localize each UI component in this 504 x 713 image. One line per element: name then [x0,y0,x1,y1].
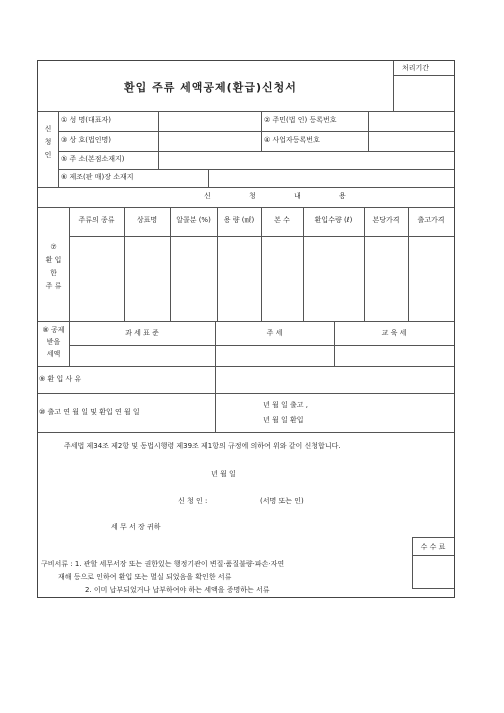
attachments-line-1: 구비서류 : 1. 관할 세무서장 또는 권한있는 행정기관이 변질·품질불량·파손·자연 [41,560,285,568]
rule-deduction-bottom [38,366,454,367]
tax-base-label: 과 세 표 준 [125,329,159,337]
shipment-date: 년 월 일 출고 , [263,401,308,409]
factory-location-label: ⑥ 제조(판 매)장 소재지 [61,173,134,181]
details-header-4: 용 [339,192,346,200]
col-volume: 용 량 (㎖) [223,216,255,224]
deduction-label: ⑧ 공제 받을 세액 [42,326,65,358]
rule-fee-bottom [412,588,454,589]
col-bottle-count: 본 수 [274,216,290,224]
rule-reason-field [215,366,216,432]
address-label: ⑤ 주 소(본점소재지) [61,155,125,163]
details-header-2: 청 [249,192,256,200]
rule-details-header [38,207,454,208]
addressee: 세 무 서 장 귀하 [111,523,161,531]
attachments-line-2: 2. 이미 납부되었거나 납부하여야 하는 세액을 증명하는 서류 [85,586,270,594]
signature-note: (서명 또는 인) [260,497,304,505]
rule-reason-bottom [38,393,454,394]
processing-period-label: 처리기간 [402,64,430,72]
rule-applicant-field-1 [158,111,159,151]
application-form [37,60,455,598]
rule-liquor-bottom [38,321,454,322]
rule-factory-field [208,169,209,187]
fee-label: 수 수 료 [420,543,446,551]
rule-dates-bottom [38,432,454,433]
col-unit-price: 본당가격 [372,216,400,224]
applicant-section-label: 신 청 인 [44,125,52,159]
name-label: ① 성 명(대표자) [61,116,111,124]
rule-applicant-label [58,111,59,187]
rule-title-bottom [38,111,454,112]
col-return-quantity: 환입수량 (ℓ) [314,216,353,224]
details-header-3: 내 [294,192,301,200]
col-brand-name: 상표명 [136,216,158,224]
return-reason-label: ⑨ 환 입 사 유 [39,375,82,383]
rule-processing-mid [393,75,454,76]
rule-deduction-col-2 [334,321,335,366]
dates-label: ⑩ 출고 연 월 일 및 환입 연 월 일 [39,408,140,416]
rule-address-field [158,151,159,169]
returned-liquor-label: ⑦ 환 입 한 주 류 [45,243,62,290]
rule-fee-top [412,537,454,538]
rule-deduction-mid [69,345,454,346]
resident-number-label: ② 주민(법 인) 등록번호 [264,116,337,124]
company-name-label: ③ 상 호(법인명) [61,136,111,144]
col-shipment-price: 출고가격 [417,216,445,224]
return-date: 년 월 일 환입 [263,416,304,424]
rule-processing-left [393,61,394,111]
attachments-line-1b: 재해 등으로 인하여 환입 또는 멸실 되었음을 확인한 서류 [58,573,232,581]
details-header-1: 신 [204,192,211,200]
rule-applicant-field-2 [368,111,369,151]
declaration-text: 주세법 제34조 제2항 및 동법시행령 제39조 제1항의 규정에 의하여 위와 같이 신청합니다. [64,442,341,450]
rule-applicant-bottom [38,187,454,188]
education-tax-label: 교 육 세 [381,329,407,337]
rule-applicant-3 [58,169,454,170]
liquor-tax-label: 주 세 [266,329,283,337]
col-liquor-type: 주류의 종류 [78,216,115,224]
date-line: 년 월 일 [211,470,236,478]
rule-applicant-1 [58,131,454,132]
rule-fee-header [412,555,454,556]
signer-label: 신 청 인 : [178,497,208,505]
page-title: 환입 주류 세액공제(환급)신청서 [124,81,297,94]
col-alcohol: 알콜분 (%) [176,216,211,224]
business-number-label: ④ 사업자등록번호 [264,136,320,144]
rule-applicant-mid [261,111,262,151]
rule-applicant-2 [58,151,454,152]
rule-deduction-col-1 [215,321,216,366]
rule-liquor-label [69,207,70,366]
